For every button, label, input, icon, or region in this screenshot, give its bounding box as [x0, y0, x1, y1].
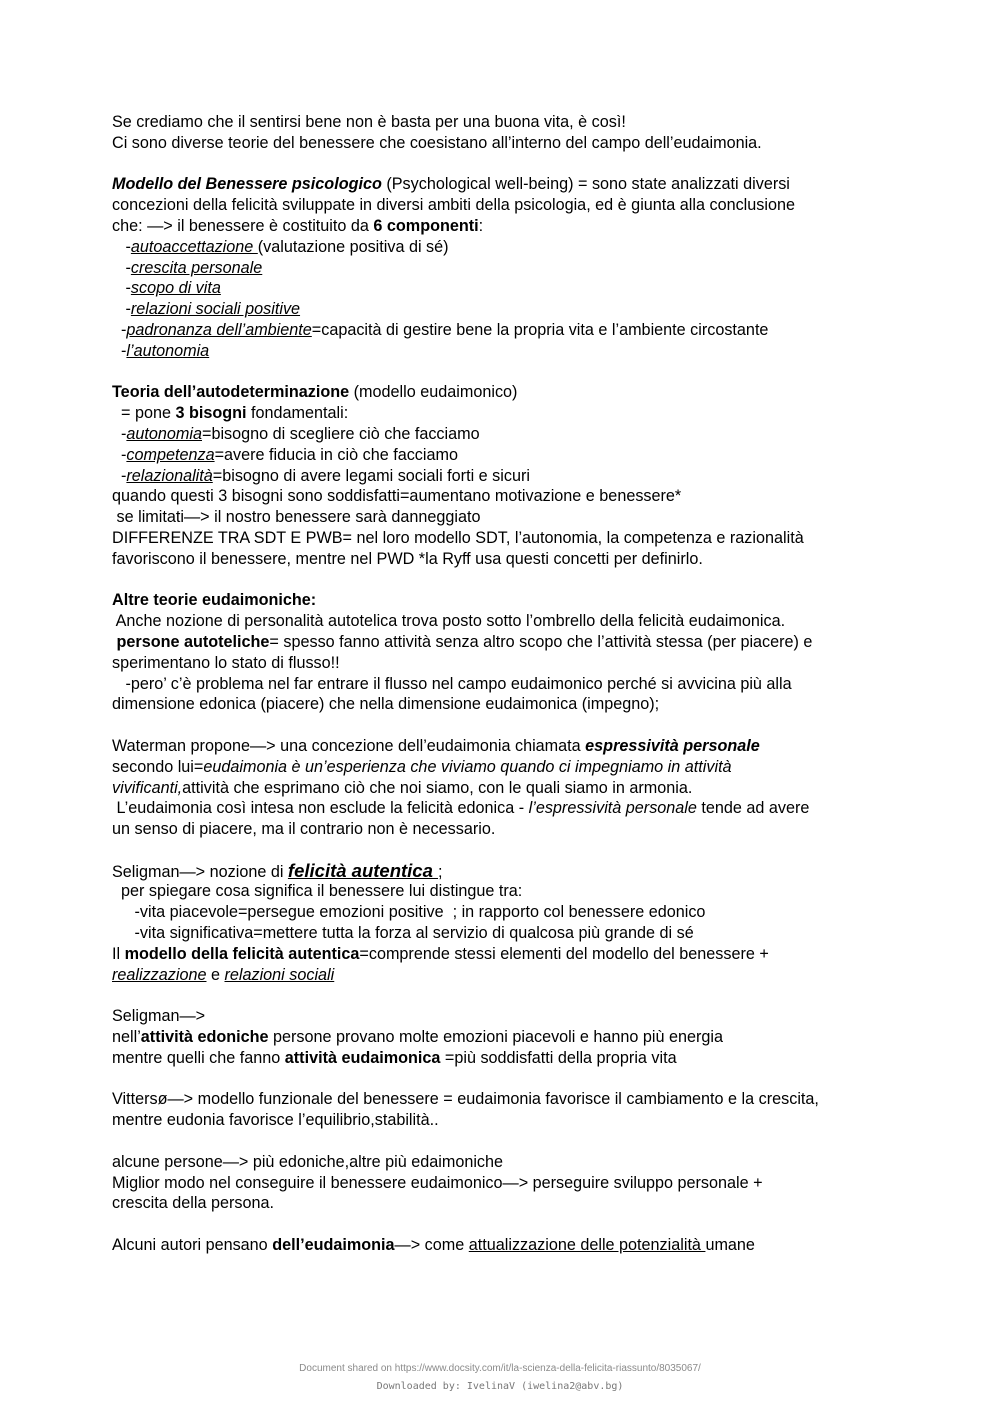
list-item: -relazionalità=bisogno di avere legami sociali forti e sicuri: [112, 466, 530, 485]
list-item: -scopo di vita: [112, 279, 221, 298]
section-altre-heading: Altre teorie eudaimoniche:: [112, 591, 317, 610]
text-line: Alcuni autori pensano dell’eudaimonia—> come attualizzazione delle potenzialità umane: [112, 1236, 755, 1255]
section-sdt-heading: Teoria dell’autodeterminazione (modello eudaimonico): [112, 383, 518, 402]
text-line: Ci sono diverse teorie del benessere che coesistano all’interno del campo dell’eudaimonia.: [112, 133, 762, 152]
text-line: che: —> il benessere è costituito da 6 componenti:: [112, 216, 484, 235]
list-item: -l’autonomia: [112, 341, 210, 360]
footer-downloaded-by: Downloaded by: IvelinaV (iwelina2@abv.bg): [376, 1381, 624, 1392]
list-item: -vita piacevole=persegue emozioni positive ; in rapporto col benessere edonico: [112, 903, 706, 922]
text-line: mentre eudonia favorisce l’equilibrio,stabilità..: [112, 1111, 439, 1130]
text-line: crescita della persona.: [112, 1194, 274, 1213]
list-item: -vita significativa=mettere tutta la forza al servizio di qualcosa più grande di sé: [112, 924, 694, 943]
text-line: Anche nozione di personalità autotelica trova posto sotto l’ombrello della felicità eudaimonica.: [112, 612, 786, 631]
text-line: Se crediamo che il sentirsi bene non è basta per una buona vita, è così!: [112, 113, 626, 131]
text-line: dimensione edonica (piacere) che nella dimensione eudaimonica (impegno);: [112, 695, 660, 714]
text-line: nell’attività edoniche persone provano molte emozioni piacevoli e hanno più energia: [112, 1028, 723, 1047]
text-line: favoriscono il benessere, mentre nel PWD *la Ryff usa questi concetti per definirlo.: [112, 549, 703, 568]
list-item: -relazioni sociali positive: [112, 300, 301, 319]
text-line: Seligman—> nozione di felicità autentica ;: [112, 859, 443, 881]
text-line: -pero’ c’è problema nel far entrare il flusso nel campo eudaimonico perché si avvicina più alla: [112, 674, 792, 693]
text-line: quando questi 3 bisogni sono soddisfatti=aumentano motivazione e benessere*: [112, 487, 682, 506]
text-line: concezioni della felicità sviluppate in diversi ambiti della psicologia, ed è giunta alla conclusione: [112, 196, 795, 215]
text-line: sperimentano lo stato di flusso!!: [112, 653, 340, 672]
text-line: vivificanti,attività che esprimano ciò che noi siamo, con le quali siamo in armonia.: [112, 778, 693, 797]
text-line: per spiegare cosa significa il benessere lui distingue tra:: [112, 882, 523, 901]
text-line: Miglior modo nel conseguire il benessere eudaimonico—> perseguire sviluppo personale +: [112, 1173, 763, 1192]
list-item: -competenza=avere fiducia in ciò che facciamo: [112, 445, 458, 464]
text-line: se limitati—> il nostro benessere sarà danneggiato: [112, 508, 481, 527]
document-page: [112, 112, 902, 1256]
text-line: Il modello della felicità autentica=comprende stessi elementi del modello del benessere +: [112, 944, 769, 963]
text-line: secondo lui=eudaimonia è un’esperienza che viviamo quando ci impegniamo in attività: [112, 757, 732, 776]
text-line: Seligman—>: [112, 1007, 206, 1026]
text-line: = pone 3 bisogni fondamentali:: [112, 404, 349, 423]
text-line: persone autoteliche= spesso fanno attività senza altro scopo che l’attività stessa (per piacere) e: [112, 632, 813, 651]
text-line: L’eudaimonia così intesa non esclude la felicità edonica - l’espressività personale tende ad avere: [112, 799, 810, 818]
list-item: -autoaccettazione (valutazione positiva di sé): [112, 237, 449, 256]
text-line: realizzazione e relazioni sociali: [112, 965, 335, 984]
text-line: Vittersø—> modello funzionale del benessere = eudaimonia favorisce il cambiamento e la crescita,: [112, 1090, 819, 1109]
text-line: DIFFERENZE TRA SDT E PWB= nel loro modello SDT, l’autonomia, la competenza e razionalità: [112, 528, 804, 547]
text-line: mentre quelli che fanno attività eudaimonica =più soddisfatti della propria vita: [112, 1048, 677, 1067]
list-item: -autonomia=bisogno di scegliere ciò che facciamo: [112, 424, 480, 443]
text-line: un senso di piacere, ma il contrario non è necessario.: [112, 820, 496, 839]
list-item: -padronanza dell’ambiente=capacità di gestire bene la propria vita e l’ambiente circostante: [112, 320, 769, 339]
footer-shared-link[interactable]: Document shared on https://www.docsity.com/it/la-scienza-della-felicita-riassunto/8035067/: [299, 1363, 701, 1374]
text-line: alcune persone—> più edoniche,altre più edaimoniche: [112, 1152, 504, 1171]
section-pwb-heading: Modello del Benessere psicologico (Psychological well-being) = sono state analizzati diversi: [112, 175, 790, 194]
text-line: Waterman propone—> una concezione dell’eudaimonia chiamata espressività personale: [112, 736, 760, 755]
list-item: -crescita personale: [112, 258, 263, 277]
